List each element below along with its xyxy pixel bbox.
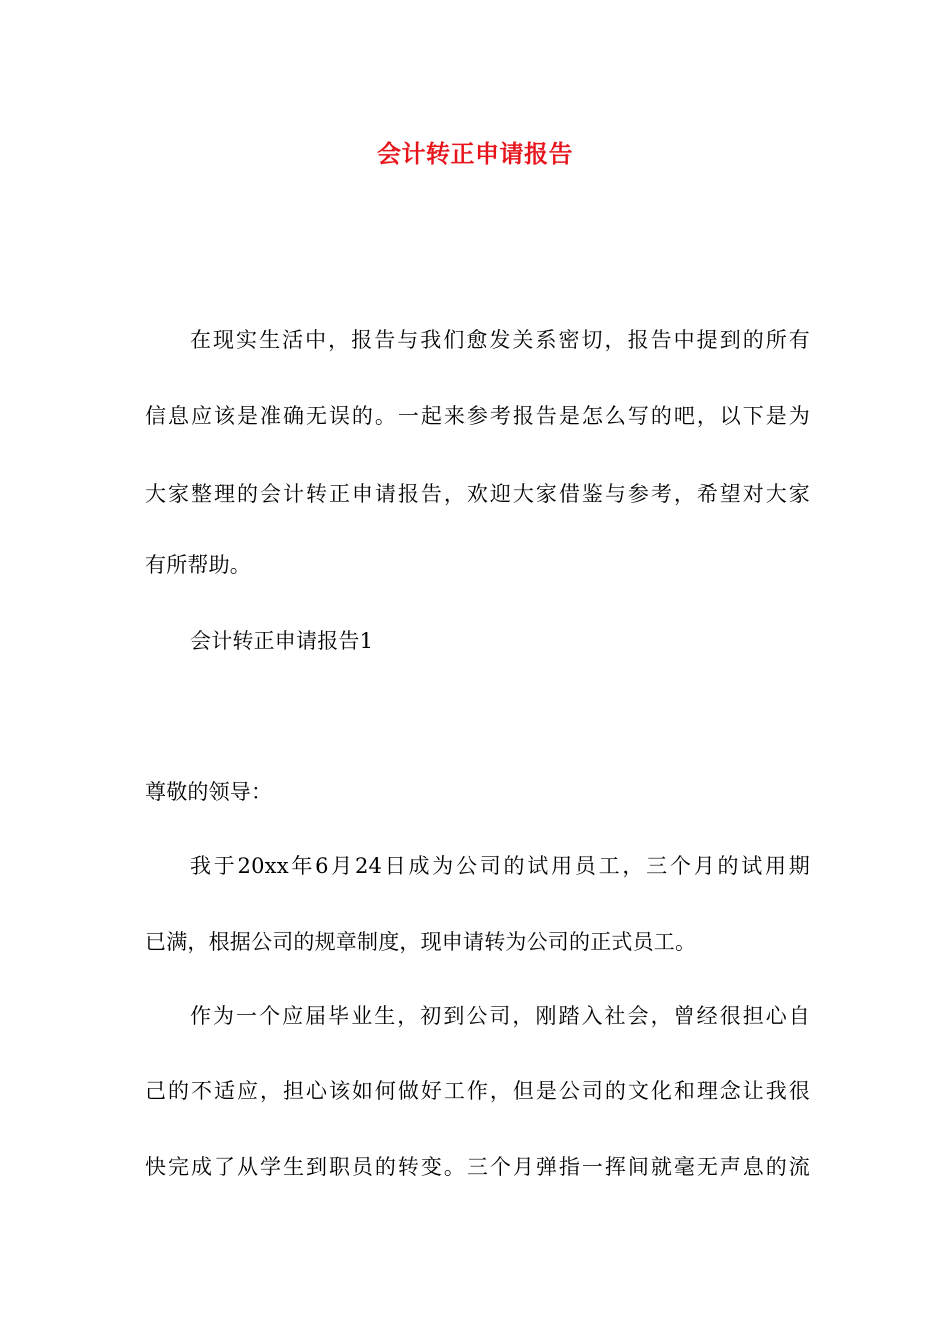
paragraph-line: 我于20xx年6月24日成为公司的试用员工，三个月的试用期	[190, 854, 810, 878]
paragraph-line: 有所帮助。	[145, 553, 251, 577]
document-title: 会计转正申请报告	[377, 139, 573, 168]
paragraph-line: 己的不适应，担心该如何做好工作，但是公司的文化和理念让我很	[145, 1079, 810, 1103]
salutation: 尊敬的领导：	[145, 780, 273, 804]
paragraph-line: 快完成了从学生到职员的转变。三个月弹指一挥间就毫无声息的流	[145, 1155, 810, 1179]
paragraph-line: 已满，根据公司的规章制度，现申请转为公司的正式员工。	[145, 930, 697, 954]
paragraph-line: 作为一个应届毕业生，初到公司，刚踏入社会，曾经很担心自	[190, 1004, 810, 1028]
section-heading: 会计转正申请报告1	[190, 629, 374, 653]
paragraph-line: 在现实生活中，报告与我们愈发关系密切，报告中提到的所有	[190, 328, 810, 352]
paragraph-line: 信息应该是准确无误的。一起来参考报告是怎么写的吧，以下是为	[145, 404, 810, 428]
paragraph-line: 大家整理的会计转正申请报告，欢迎大家借鉴与参考，希望对大家	[145, 482, 810, 506]
